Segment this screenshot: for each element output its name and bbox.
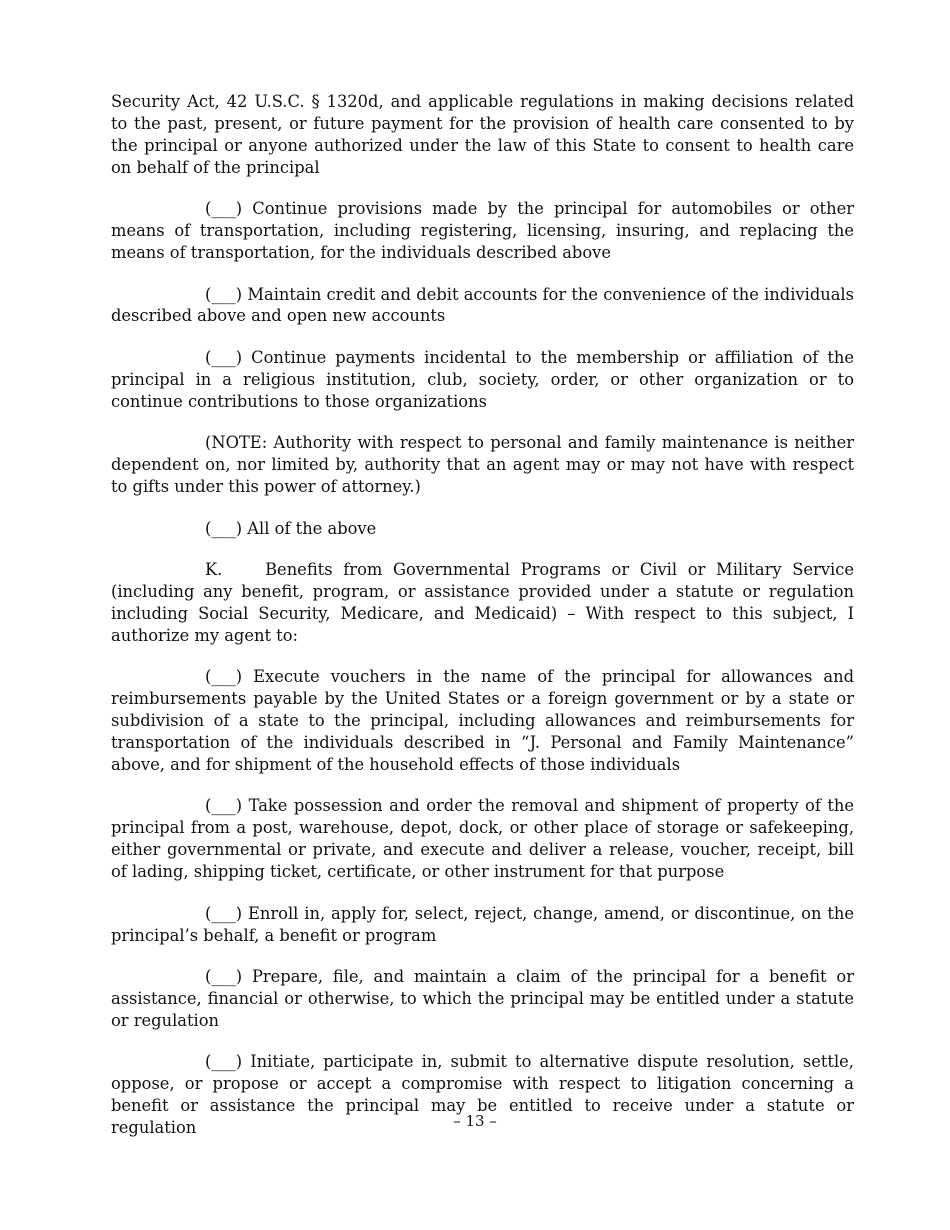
paragraph-enroll-benefit: (___) Enroll in, apply for, select, reject, change, amend, or discontinue, on the principal’s behalf, a benefit or program — [111, 903, 854, 945]
page-number: – 13 – — [453, 1112, 497, 1130]
paragraph-execute-vouchers: (___) Execute vouchers in the name of the principal for allowances and reimbursements payable by the United States or a foreign government or by a state or subdivision of a state to the principal, including allowances and reimbursements for transportation of the individuals described in “J. Personal and Family Maintenance” above, and for shipment of the household effects of those individuals — [111, 667, 854, 774]
paragraph-credit-debit-accounts: (___) Maintain credit and debit accounts for the convenience of the individuals described above and open new accounts — [111, 284, 854, 326]
paragraph-membership-payments: (___) Continue payments incidental to the membership or affiliation of the principal in a religious institution, club, society, order, or other organization or to continue contributions to those organizations — [111, 347, 854, 411]
section-heading-k-benefits: K. Benefits from Governmental Programs or Civil or Military Service (including any benefit, program, or assistance provided under a statute or regulation including Social Security, Medicare, and Medicaid) – With respect to this subject, I authorize my agent to: — [111, 560, 860, 645]
document-page — [111, 91, 860, 1159]
paragraph-prepare-claim: (___) Prepare, file, and maintain a claim of the principal for a benefit or assistance, financial or otherwise, to which the principal may be entitled under a statute or regulation — [111, 967, 854, 1030]
paragraph-note-gifts: (NOTE: Authority with respect to personal and family maintenance is neither dependent on, nor limited by, authority that an agent may or may not have with respect to gifts under this power of attorney.) — [111, 433, 854, 497]
paragraph-take-possession: (___) Take possession and order the removal and shipment of property of the principal from a post, warehouse, depot, dock, or other place of storage or safekeeping, either governmental or private, and execute and deliver a release, voucher, receipt, bill of lading, shipping ticket, certificate, or other instrument for that purpose — [111, 796, 854, 882]
paragraph-all-of-the-above: (___) All of the above — [205, 518, 377, 538]
paragraph-transportation: (___) Continue provisions made by the principal for automobiles or other means of transportation, including registering, licensing, insuring, and replacing the means of transportation, for the individuals described above — [111, 199, 854, 263]
paragraph-initiate-litigation: (___) Initiate, participate in, submit to alternative dispute resolution, settle, oppose, or propose or accept a compromise with respect to litigation concerning a benefit or assistance the principal may be entitled to receive under a statute or regulation — [111, 1052, 854, 1138]
paragraph-hipaa-continuation: Security Act, 42 U.S.C. § 1320d, and applicable regulations in making decisions related to the past, present, or future payment for the provision of health care consented to by the principal or anyone authorized under the law of this State to consent to health care on behalf of the principal — [111, 92, 854, 177]
